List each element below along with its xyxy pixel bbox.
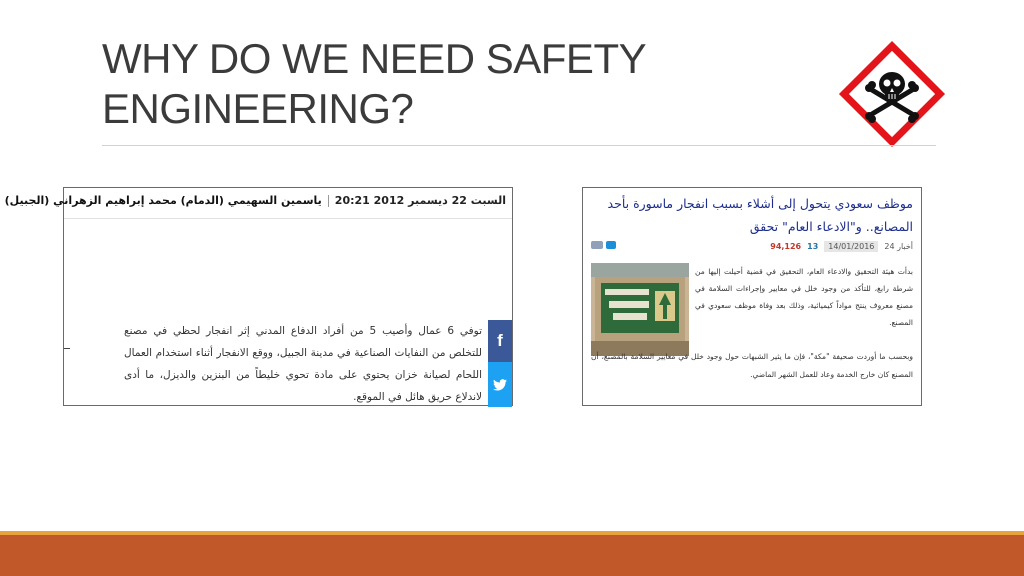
- investigation-authority-building-photo: [591, 263, 689, 356]
- article-authors: ياسمين السهيمي (الدمام) محمد إبراهيم الزهراني (الجبيل): [4, 194, 322, 207]
- article-byline: [5, 194, 506, 207]
- byline-divider: [64, 218, 512, 219]
- share-badge-icon[interactable]: [591, 241, 603, 249]
- article-paragraph-1: بدأت هيئة التحقيق والادعاء العام، التحقيق في قضية أحيلت إليها من شرطة رابغ، للتأكد من وجود خلل في معايير وإجراءات السلامة في مصنع معروف ينتج مواداً كيميائية، وذلك بعد وفاة موظف سعودي في المصنع.: [695, 267, 913, 327]
- twitter-bird-icon: [493, 379, 507, 391]
- margin-tick: [64, 348, 70, 349]
- footer-bar: [0, 535, 1024, 576]
- social-share-bar: [488, 320, 512, 407]
- twitter-share-button[interactable]: [488, 362, 512, 407]
- share-count: 94,126: [770, 242, 802, 251]
- news-clipping-right: [582, 187, 922, 406]
- slide-title: WHY DO WE NEED SAFETY ENGINEERING?: [102, 35, 646, 132]
- title-divider: [102, 145, 936, 146]
- article-headline: موظف سعودي يتحول إلى أشلاء بسبب انفجار ماسورة بأحد المصانع.. و"الادعاء العام" تحقق: [607, 196, 913, 234]
- share-badges: [591, 241, 616, 249]
- article-paragraph-2: وبحسب ما أوردت صحيفة "مكة"، فإن ما يثير الشبهات حول وجود خلل في معايير السلامة بالمصنع، أن المصنع كان خارج الخدمة وعاد للعمل الشهر الماضي.: [591, 352, 913, 379]
- comment-count: 13: [807, 242, 819, 251]
- article-body: توفي 6 عمال وأصيب 5 من أفراد الدفاع المدني إثر انفجار لحظي في مصنع للتخلص من النفايات الصناعية في مدينة الجبيل، ووقع الانفجار أثناء استخدام العمال اللحام لصيانة خزان يحتوي على مادة تحوي خليطاً من البنزين والديزل، ما أدى لاندلاع حريق هائل في الموقع.: [124, 325, 482, 403]
- meta-right: [770, 241, 913, 252]
- twitter-badge-icon[interactable]: [606, 241, 616, 249]
- article-meta: [591, 241, 913, 255]
- skull-crossbones-hazard-icon: [836, 38, 948, 150]
- source-label: أخبار 24: [884, 242, 913, 251]
- facebook-share-button[interactable]: f: [488, 320, 512, 362]
- article-date: 14/01/2016: [824, 241, 878, 252]
- news-clipping-left: [4, 187, 513, 406]
- byline-separator: [328, 195, 329, 207]
- article-date: السبت 22 ديسمبر 2012 20:21: [334, 194, 506, 207]
